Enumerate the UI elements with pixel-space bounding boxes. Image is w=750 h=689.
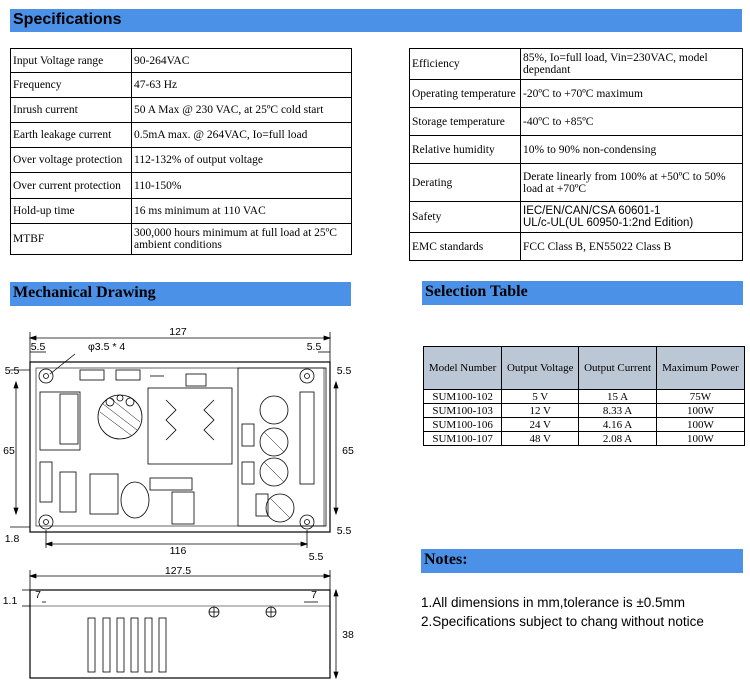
dim-11: 1.1 [2, 595, 18, 607]
spec-label: Over voltage protection [11, 148, 132, 173]
spec-value: 85%, Io=full load, Vin=230VAC, model dependant [521, 49, 743, 80]
selection-header-cell: Model Number [424, 347, 502, 390]
dim-55-side-left: 5.5 [4, 365, 20, 377]
spec-row [11, 98, 352, 123]
spec-row [11, 49, 352, 73]
spec-value: 112-132% of output voltage [132, 148, 352, 173]
table-cell: 100W [656, 432, 744, 446]
spec-value: 10% to 90% non-condensing [521, 136, 743, 164]
spec-row [410, 80, 743, 108]
table-cell: SUM100-102 [424, 390, 502, 404]
table-cell: 15 A [579, 390, 657, 404]
dim-65-right: 65 [342, 445, 354, 457]
table-row [424, 404, 745, 418]
spec-row [11, 173, 352, 199]
spec-label: Hold-up time [11, 199, 132, 224]
spec-value: 16 ms minimum at 110 VAC [132, 199, 352, 224]
selection-header-cell: Output Voltage [502, 347, 579, 390]
dim-127: 127 [169, 326, 187, 338]
dim-7-right: 7 [311, 589, 317, 601]
spec-row [11, 199, 352, 224]
table-row [424, 418, 745, 432]
table-cell: 2.08 A [579, 432, 657, 446]
dim-55-left: 5.5 [30, 341, 46, 353]
spec-value: 0.5mA max. @ 264VAC, Io=full load [132, 123, 352, 148]
selection-header-cell: Maximum Power [656, 347, 744, 390]
spec-label: Derating [410, 164, 521, 202]
spec-row [410, 108, 743, 136]
spec-value: Derate linearly from 100% at +50ºC to 50% load at +70ºC [521, 164, 743, 202]
selection-table [423, 346, 745, 446]
spec-value: FCC Class B, EN55022 Class B [521, 233, 743, 261]
spec-label: Earth leakage current [11, 123, 132, 148]
spec-label: Over current protection [11, 173, 132, 199]
table-cell: 12 V [502, 404, 579, 418]
spec-value: 47-63 Hz [132, 73, 352, 98]
specifications-title: Specifications [13, 11, 122, 28]
spec-value: 300,000 hours minimum at full load at 25ºC ambient conditions [132, 224, 352, 255]
dim-1275: 127.5 [164, 565, 192, 577]
spec-label: EMC standards [410, 233, 521, 261]
selection-header-cell: Output Current [579, 347, 657, 390]
spec-value-line: IEC/EN/CAN/CSA 60601-1 [523, 205, 661, 217]
dim-18: 1.8 [4, 533, 20, 545]
table-cell: 24 V [502, 418, 579, 432]
spec-value: 50 A Max @ 230 VAC, at 25ºC cold start [132, 98, 352, 123]
spec-value: -40ºC to +85ºC [521, 108, 743, 136]
dim-38: 38 [342, 629, 354, 641]
table-cell: 48 V [502, 432, 579, 446]
spec-label: Storage temperature [410, 108, 521, 136]
table-row [424, 432, 745, 446]
spec-label: Inrush current [11, 98, 132, 123]
mechanical-drawing [0, 322, 360, 689]
mechanical-drawing-title: Mechanical Drawing [13, 284, 156, 301]
spec-label: Relative humidity [410, 136, 521, 164]
spec-row [410, 49, 743, 80]
notes-title: Notes: [424, 551, 468, 568]
table-row [424, 390, 745, 404]
spec-row [11, 224, 352, 255]
table-cell: 100W [656, 404, 744, 418]
dim-55-bottom-right: 5.5 [336, 525, 352, 537]
table-cell: 75W [656, 390, 744, 404]
spec-table-right [409, 48, 743, 261]
dim-55-side-right: 5.5 [336, 365, 352, 377]
dim-hole: φ3.5 * 4 [88, 341, 126, 353]
spec-value: 90-264VAC [132, 49, 352, 73]
specifications-header [10, 9, 742, 32]
mechanical-drawing-header [10, 282, 351, 306]
spec-row [410, 164, 743, 202]
table-cell: 8.33 A [579, 404, 657, 418]
table-cell: 100W [656, 418, 744, 432]
note-item: 2.Specifications subject to chang without notice [421, 614, 704, 629]
notes-header [421, 549, 743, 573]
table-cell: SUM100-103 [424, 404, 502, 418]
spec-row [410, 136, 743, 164]
dim-7-left: 7 [35, 589, 41, 601]
spec-row [11, 123, 352, 148]
spec-value [521, 202, 743, 233]
spec-value: -20ºC to +70ºC maximum [521, 80, 743, 108]
spec-value-line: UL/c-UL(UL 60950-1:2nd Edition) [523, 217, 694, 229]
selection-table-header [422, 281, 743, 305]
spec-row [11, 73, 352, 98]
dim-55-right: 5.5 [306, 341, 322, 353]
table-cell: 5 V [502, 390, 579, 404]
spec-label: Safety [410, 202, 521, 233]
spec-row [11, 148, 352, 173]
table-cell: SUM100-107 [424, 432, 502, 446]
spec-label: MTBF [11, 224, 132, 255]
spec-row [410, 233, 743, 261]
spec-label: Frequency [11, 73, 132, 98]
selection-table-title: Selection Table [425, 283, 528, 300]
note-item: 1.All dimensions in mm,tolerance is ±0.5mm [421, 595, 686, 610]
notes-list [421, 593, 749, 631]
table-cell: 4.16 A [579, 418, 657, 432]
spec-label: Operating temperature [410, 80, 521, 108]
spec-value: 110-150% [132, 173, 352, 199]
spec-label: Input Voltage range [11, 49, 132, 73]
dim-55-bottom-corner: 5.5 [308, 551, 324, 563]
dim-65-left: 65 [3, 445, 15, 457]
spec-row [410, 202, 743, 233]
table-cell: SUM100-106 [424, 418, 502, 432]
spec-label: Efficiency [410, 49, 521, 80]
dim-116: 116 [169, 545, 187, 557]
spec-table-left [10, 48, 352, 255]
